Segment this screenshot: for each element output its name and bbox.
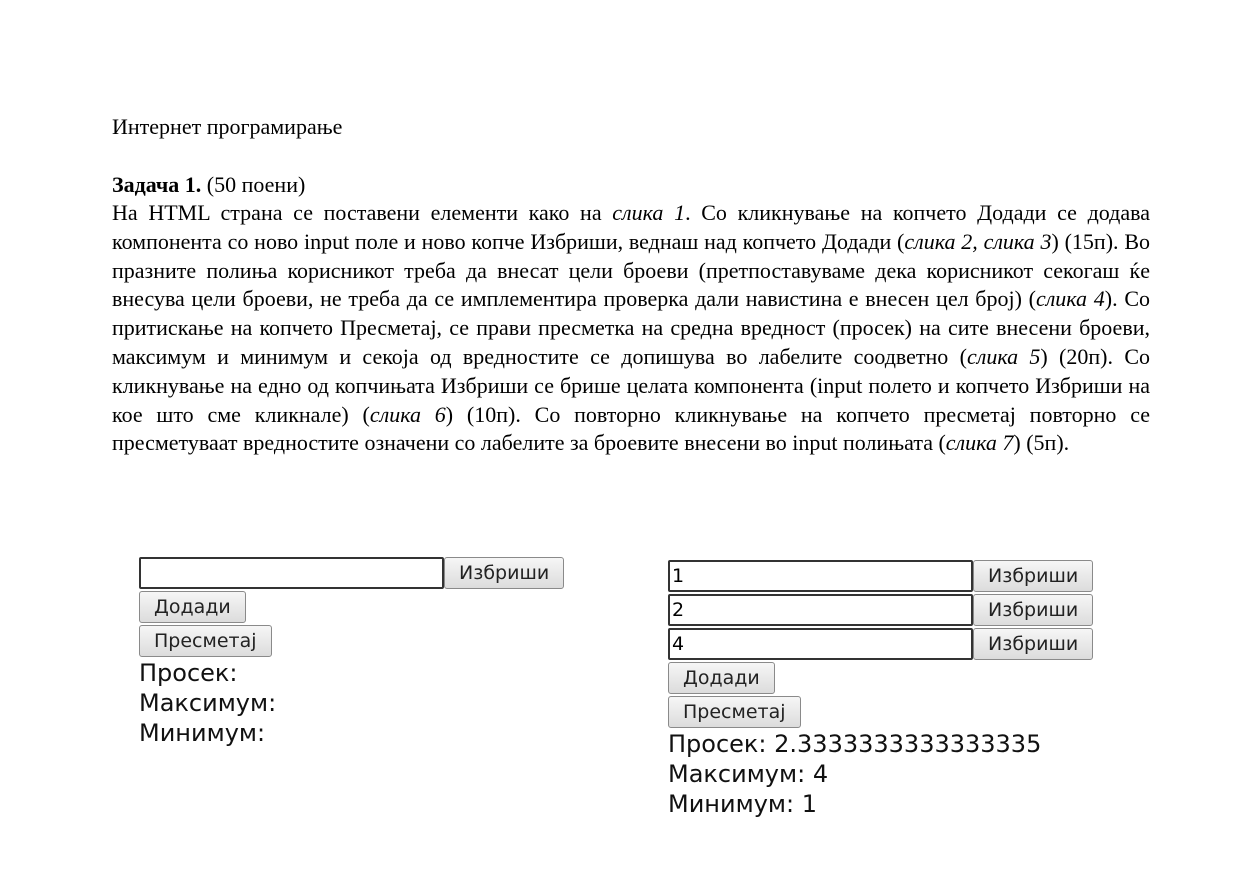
task-heading: [112, 170, 1150, 199]
minimum-label: Минимум: 1: [668, 790, 817, 818]
minimum-label: Минимум:: [139, 719, 266, 747]
description-text: ) (15п). Во празните полиња корисникот треба да внесат цели броеви (претпоставуваме дека корисникот секогаш ќе внесува цели броеви, не треба да се имплементира проверка дали навистина е внесен цел број) (: [112, 228, 1150, 312]
task-label: Задача 1.: [112, 172, 202, 197]
compute-button[interactable]: Пресметај: [668, 696, 801, 728]
figure-reference: слика 5: [966, 343, 1041, 369]
maximum-label: Максимум:: [139, 689, 277, 717]
description-text: На HTML страна се поставени елементи како на: [112, 200, 613, 225]
number-input[interactable]: [139, 557, 444, 589]
task-points: (50 поени): [201, 172, 306, 197]
maximum-label: Максимум: 4: [668, 760, 829, 788]
average-label: Просек:: [139, 659, 238, 687]
add-button[interactable]: Додади: [139, 591, 246, 623]
number-input[interactable]: [668, 560, 973, 592]
figure-computed-state: [668, 559, 1093, 819]
figure-reference: слика 1: [612, 200, 686, 225]
delete-button[interactable]: Избриши: [973, 628, 1093, 660]
figure-reference: слика 7: [945, 430, 1014, 456]
figure-reference: слика 6: [369, 401, 446, 427]
add-button[interactable]: Додади: [668, 662, 775, 694]
delete-button[interactable]: Избриши: [444, 557, 564, 589]
description-text: ). Со притискање на копчето Пресметај, се прави пресметка на средна вредност (просек) на сите внесени броеви, максимум и минимум и секоја од вредностите се допишува во лабелите соодветно (: [112, 286, 1150, 369]
figure-reference: слика 2, слика 3: [904, 228, 1052, 254]
description-text: ) (10п). Со повторно кликнување на копчето пресметај повторно се пресметуваат вредностите означени со лабелите за броевите внесени во input полињата (: [112, 401, 1151, 456]
figure-reference: слика 4: [1035, 286, 1105, 312]
task-description: [112, 199, 1150, 458]
delete-button[interactable]: Избриши: [973, 594, 1093, 626]
description-text: ) (5п).: [1013, 430, 1070, 456]
delete-button[interactable]: Избриши: [973, 560, 1093, 592]
compute-button[interactable]: Пресметај: [139, 625, 272, 657]
description-text: ) (20п). Со кликнување на едно од копчињата Избриши се брише целата компонента (input полето и копчето Избриши на кое што сме кликнале) (: [112, 343, 1150, 427]
number-input[interactable]: [668, 628, 973, 660]
figure-initial-state: [139, 556, 564, 748]
course-title: Интернет програмирање: [112, 114, 343, 139]
average-label: Просек: 2.3333333333333335: [668, 730, 1042, 758]
document-body: [112, 112, 1150, 458]
description-text: . Со кликнување на копчето Додади се додава компонента со ново input поле и ново копче Избриши, веднаш над копчето Додади (: [112, 200, 1150, 254]
number-input[interactable]: [668, 594, 973, 626]
